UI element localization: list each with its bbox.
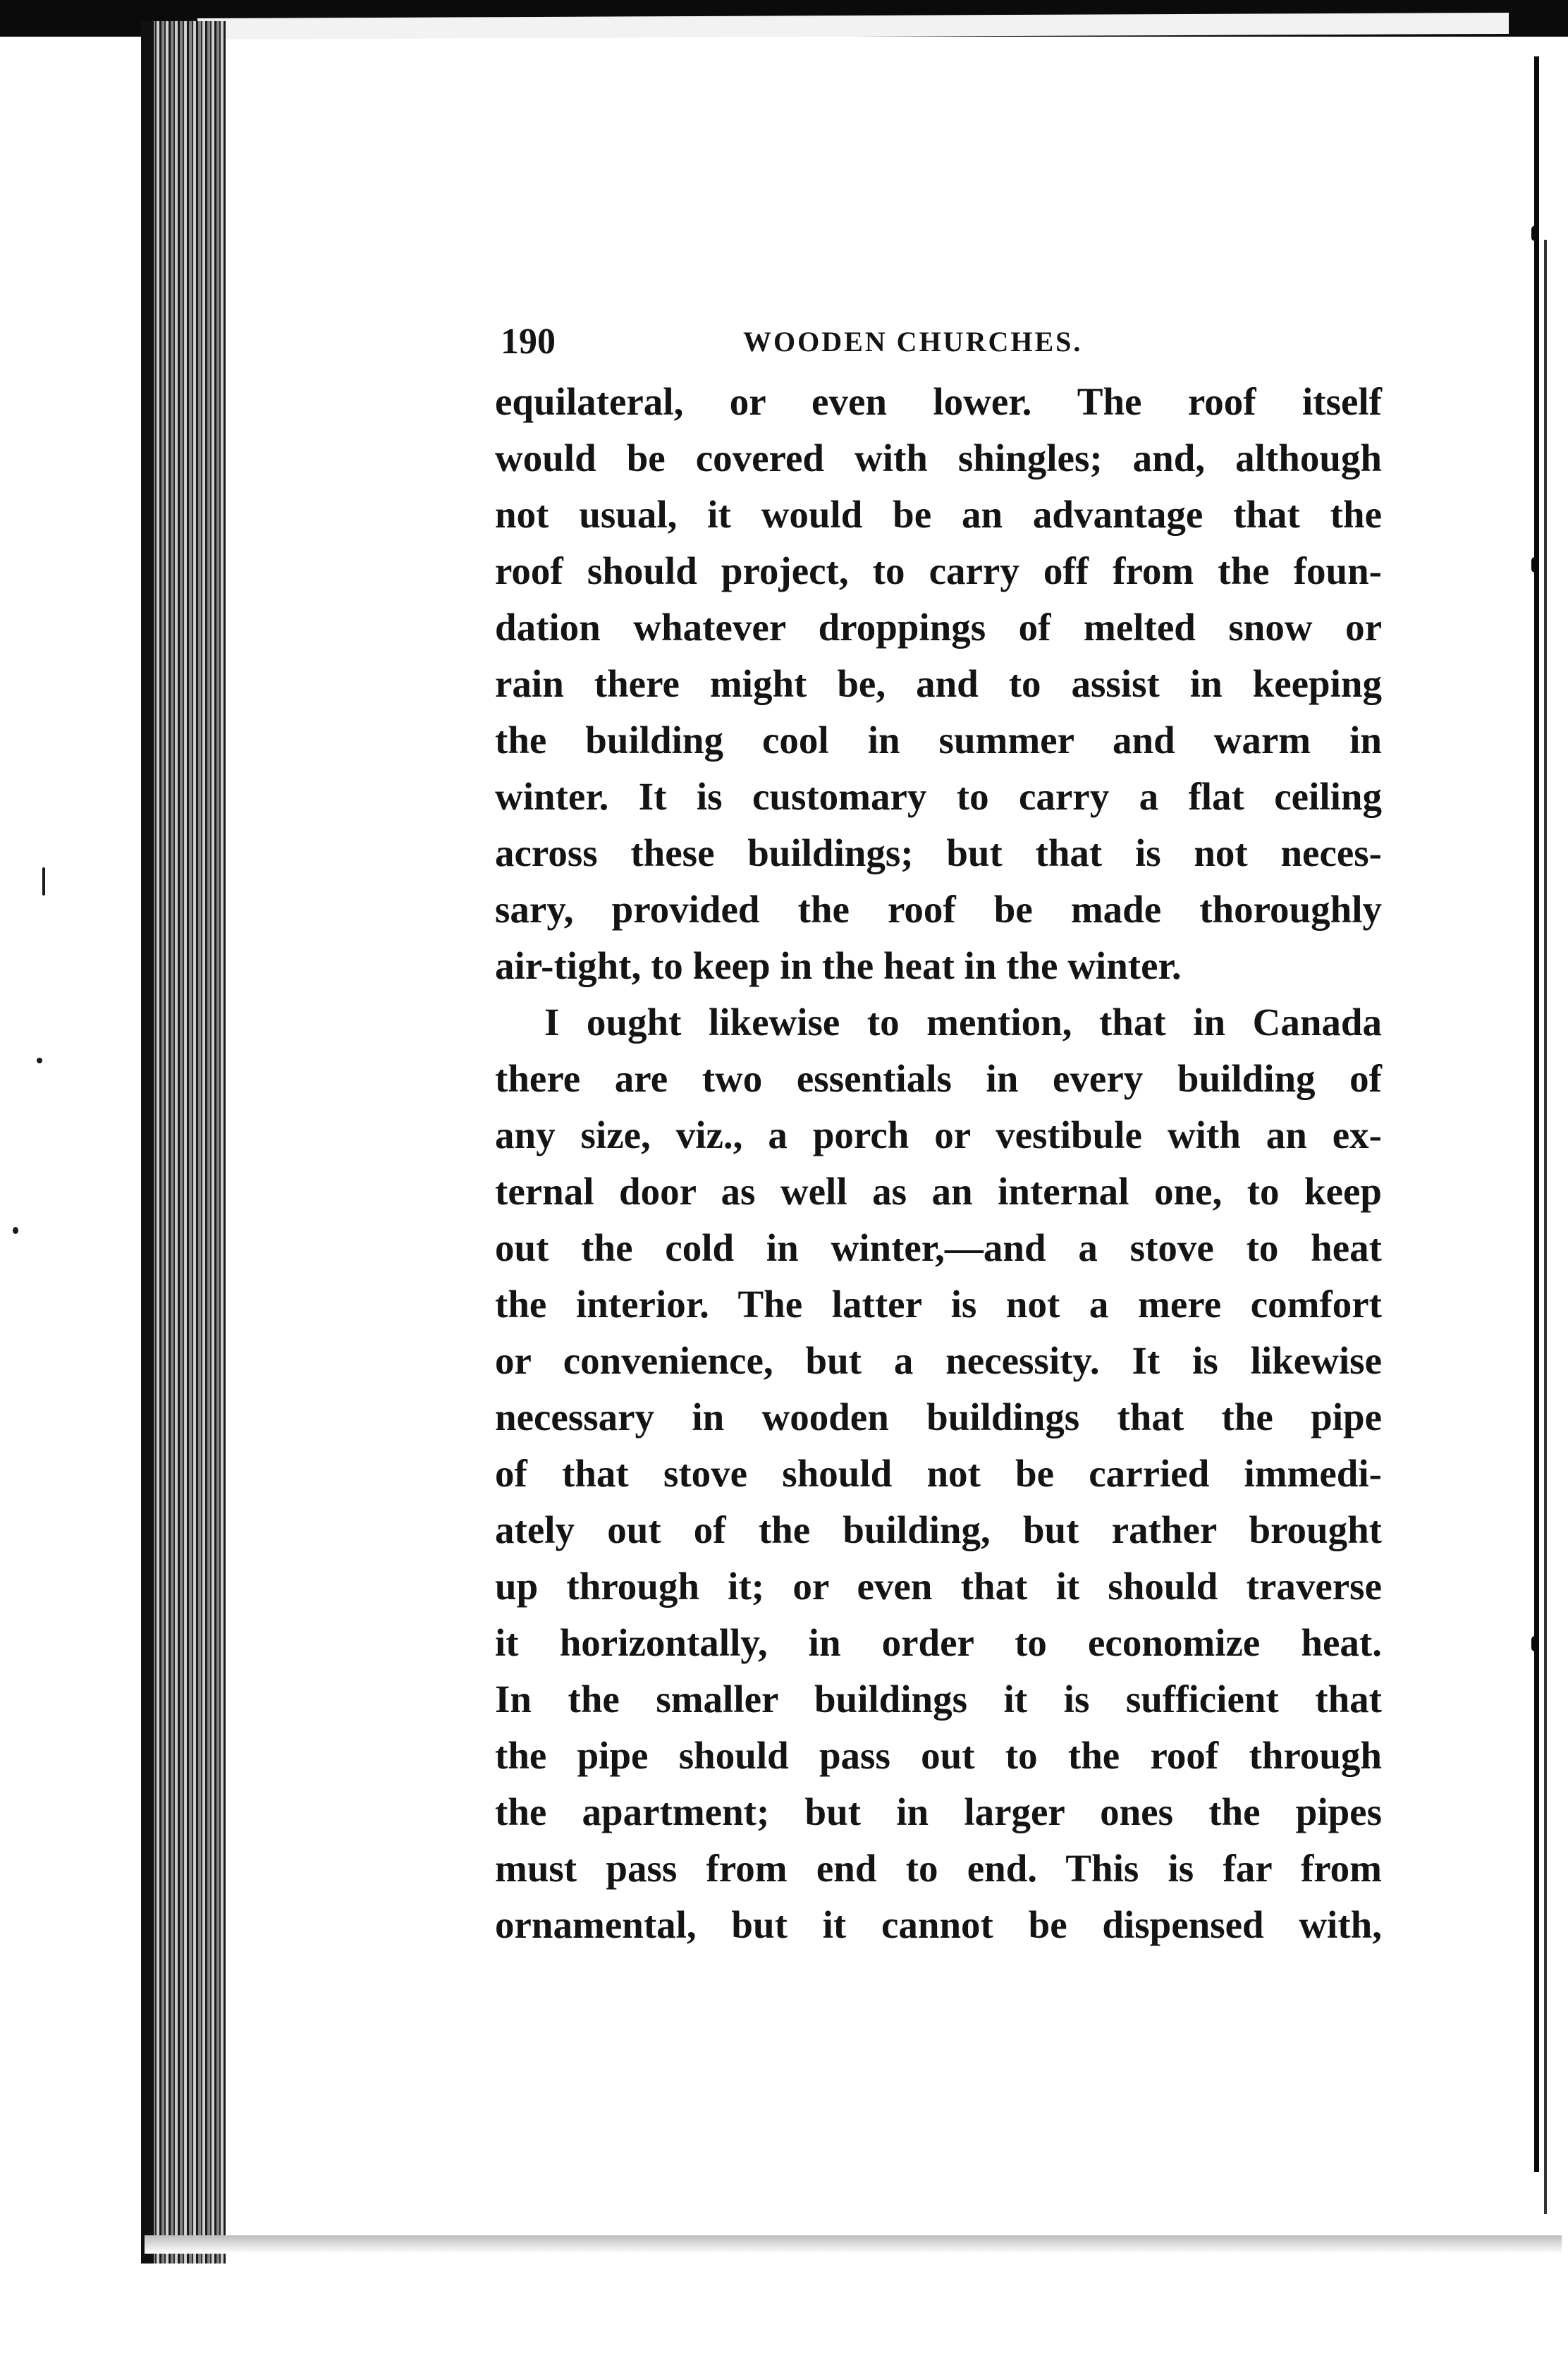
text-line: rain there might be, and to assist in keeping <box>495 662 1382 705</box>
text-line: or convenience, but a necessity. It is likewise <box>495 1339 1382 1382</box>
paragraph-first-line: I ought likewise to mention, that in Canada <box>544 1001 1382 1044</box>
running-title: WOODEN CHURCHES. <box>743 326 1083 358</box>
text-line: not usual, it would be an advantage that the <box>495 493 1382 536</box>
text-line: winter. It is customary to carry a flat ceiling <box>495 775 1382 818</box>
text-line: ternal door as well as an internal one, to keep <box>495 1170 1382 1213</box>
text-line: the interior. The latter is not a mere comfort <box>495 1283 1382 1326</box>
text-line: roof should project, to carry off from the foun- <box>495 549 1382 592</box>
page-content <box>495 310 1382 1953</box>
text-line: there are two essentials in every building of <box>495 1057 1382 1100</box>
text-line: of that stove should not be carried immedi- <box>495 1452 1382 1495</box>
binding-gutter <box>141 21 154 2264</box>
text-line: out the cold in winter,—and a stove to heat <box>495 1226 1382 1269</box>
text-line: must pass from end to end. This is far from <box>495 1847 1382 1890</box>
text-line: across these buildings; but that is not neces- <box>495 831 1382 874</box>
text-line: In the smaller buildings it is sufficient that <box>495 1678 1382 1721</box>
text-line: up through it; or even that it should traverse <box>495 1565 1382 1608</box>
text-line: air-tight, to keep in the heat in the winter. <box>495 944 1182 987</box>
scan-speck <box>13 1227 18 1234</box>
running-head <box>495 310 1382 374</box>
page-number: 190 <box>501 322 556 362</box>
facing-page-edge <box>1534 56 1539 2172</box>
text-line: the pipe should pass out to the roof through <box>495 1734 1382 1777</box>
scan-speck <box>37 1058 42 1063</box>
text-line: any size, viz., a porch or vestibule with an ex- <box>495 1113 1382 1156</box>
edge-mark <box>1531 1636 1538 1651</box>
text-line: the apartment; but in larger ones the pipes <box>495 1790 1382 1833</box>
page-stack-edges <box>141 21 226 2264</box>
text-line: would be covered with shingles; and, although <box>495 436 1382 479</box>
text-line: ately out of the building, but rather brought <box>495 1508 1382 1551</box>
text-line: the building cool in summer and warm in <box>495 719 1382 762</box>
body-text <box>495 374 1382 1953</box>
facing-page-edge-shadow <box>1544 240 1547 2214</box>
text-line: necessary in wooden buildings that the pipe <box>495 1395 1382 1438</box>
scan-speck <box>42 867 45 896</box>
text-line: ornamental, but it cannot be dispensed with, <box>495 1903 1382 1946</box>
edge-mark <box>1531 226 1538 241</box>
page-bottom-edge <box>145 2235 1562 2254</box>
text-line: dation whatever droppings of melted snow or <box>495 606 1382 649</box>
text-line: equilateral, or even lower. The roof itself <box>495 380 1382 423</box>
text-line: it horizontally, in order to economize heat. <box>495 1621 1382 1664</box>
text-line: sary, provided the roof be made thoroughly <box>495 888 1382 931</box>
edge-mark <box>1531 557 1538 573</box>
